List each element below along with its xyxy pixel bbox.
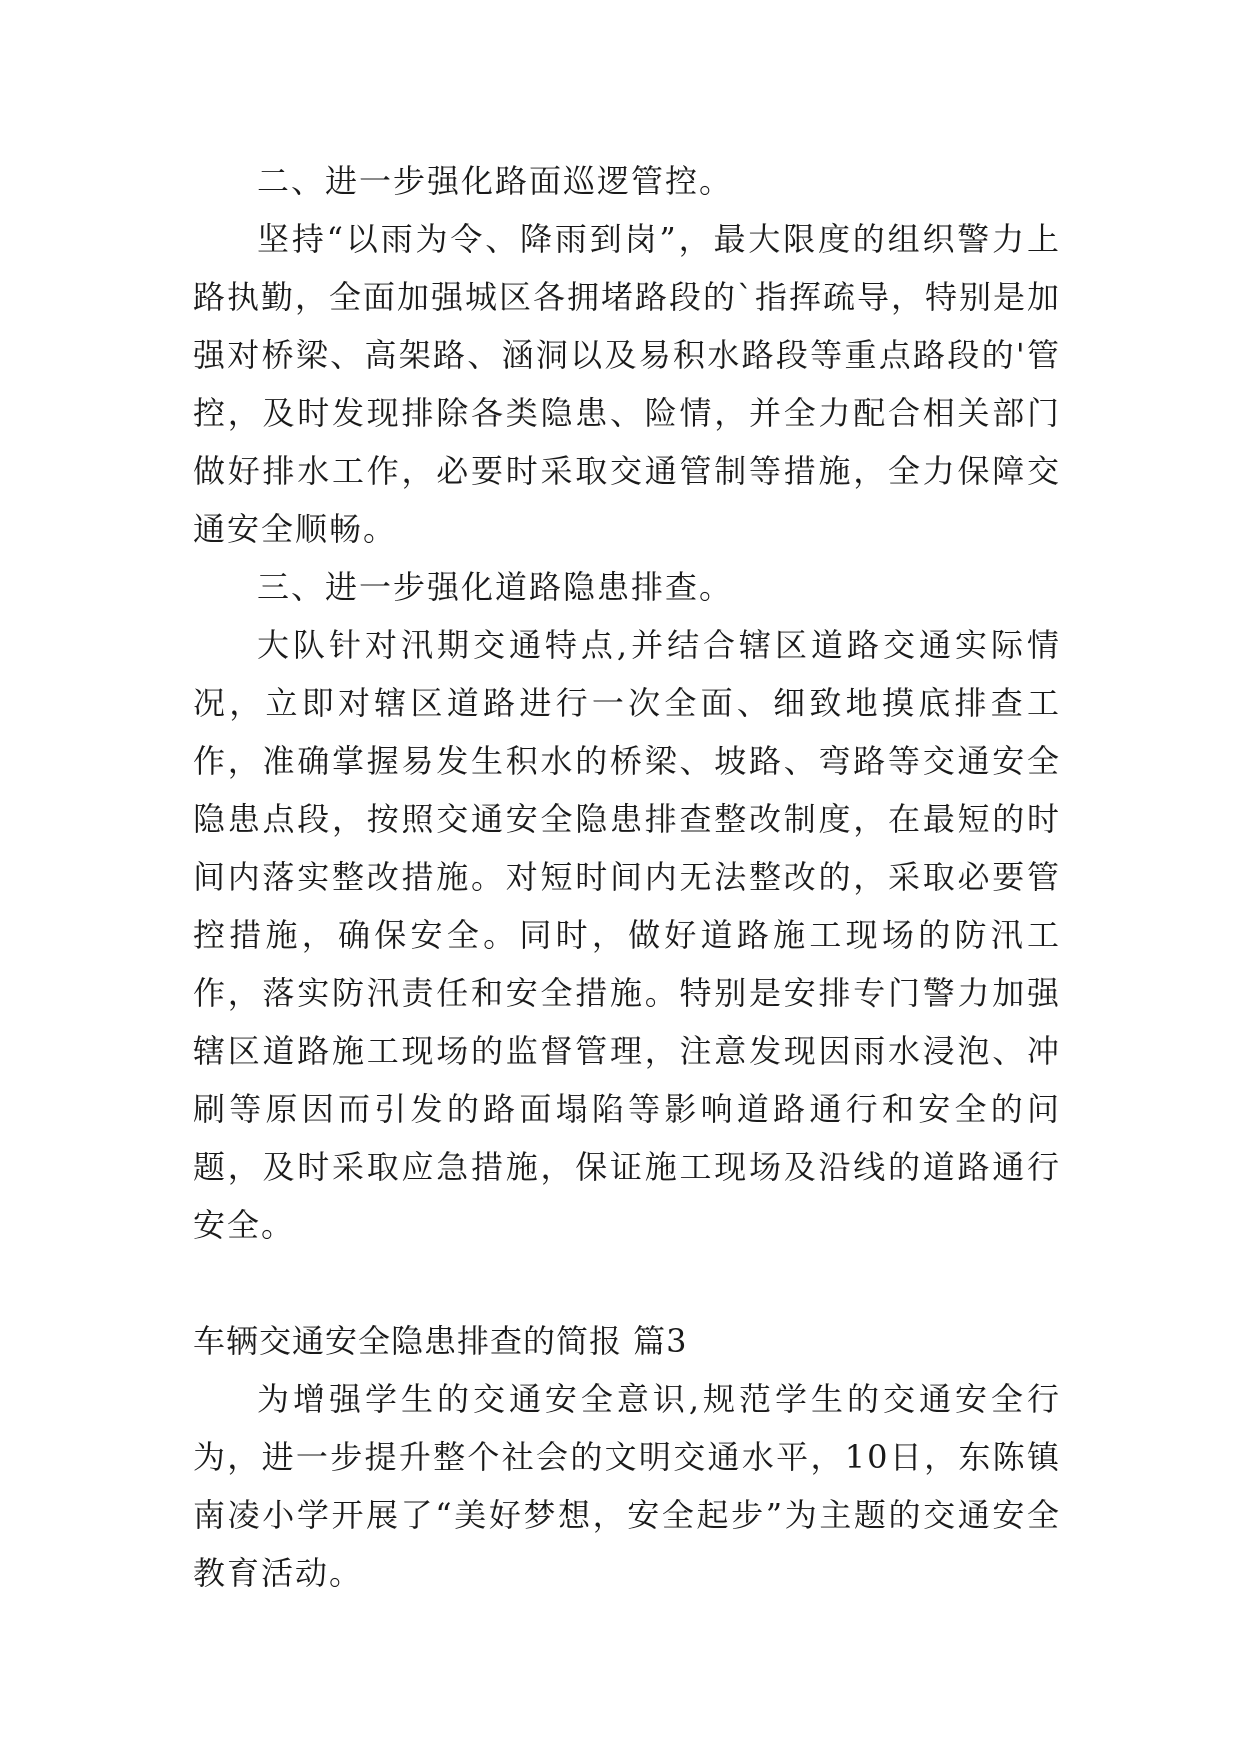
section-title: 车辆交通安全隐患排查的简报 篇3 xyxy=(193,1322,688,1360)
heading-hazard-inspection: 三、进一步强化道路隐患排查。 xyxy=(257,568,734,606)
paragraph-school-activity: 为增强学生的交通安全意识,规范学生的交通安全行为，进一步提升整个社会的文明交通水平，10日，东陈镇南凌小学开展了“美好梦想，安全起步”为主题的交通安全教育活动。 xyxy=(193,1380,1061,1592)
section-spacer xyxy=(193,1254,1061,1312)
document-body xyxy=(193,152,1061,1602)
paragraph-patrol-details: 坚持“以雨为令、降雨到岗”，最大限度的组织警力上路执勤，全面加强城区各拥堵路段的`指挥疏导，特别是加强对桥梁、高架路、涵洞以及易积水路段等重点路段的'管控，及时发现排除各类隐患、险情，并全力配合相关部门做好排水工作，必要时采取交通管制等措施，全力保障交通安全顺畅。 xyxy=(193,220,1062,548)
paragraph-inspection-details: 大队针对汛期交通特点,并结合辖区道路交通实际情况，立即对辖区道路进行一次全面、细致地摸底排查工作，准确掌握易发生积水的桥梁、坡路、弯路等交通安全隐患点段，按照交通安全隐患排查整改制度，在最短的时间内落实整改措施。对短时间内无法整改的，采取必要管控措施，确保安全。同时，做好道路施工现场的防汛工作，落实防汛责任和安全措施。特别是安排专门警力加强辖区道路施工现场的监督管理，注意发现因雨水浸泡、冲刷等原因而引发的路面塌陷等影响道路通行和安全的问题，及时采取应急措施，保证施工现场及沿线的道路通行安全。 xyxy=(193,626,1061,1244)
heading-patrol-control: 二、进一步强化路面巡逻管控。 xyxy=(257,162,734,200)
